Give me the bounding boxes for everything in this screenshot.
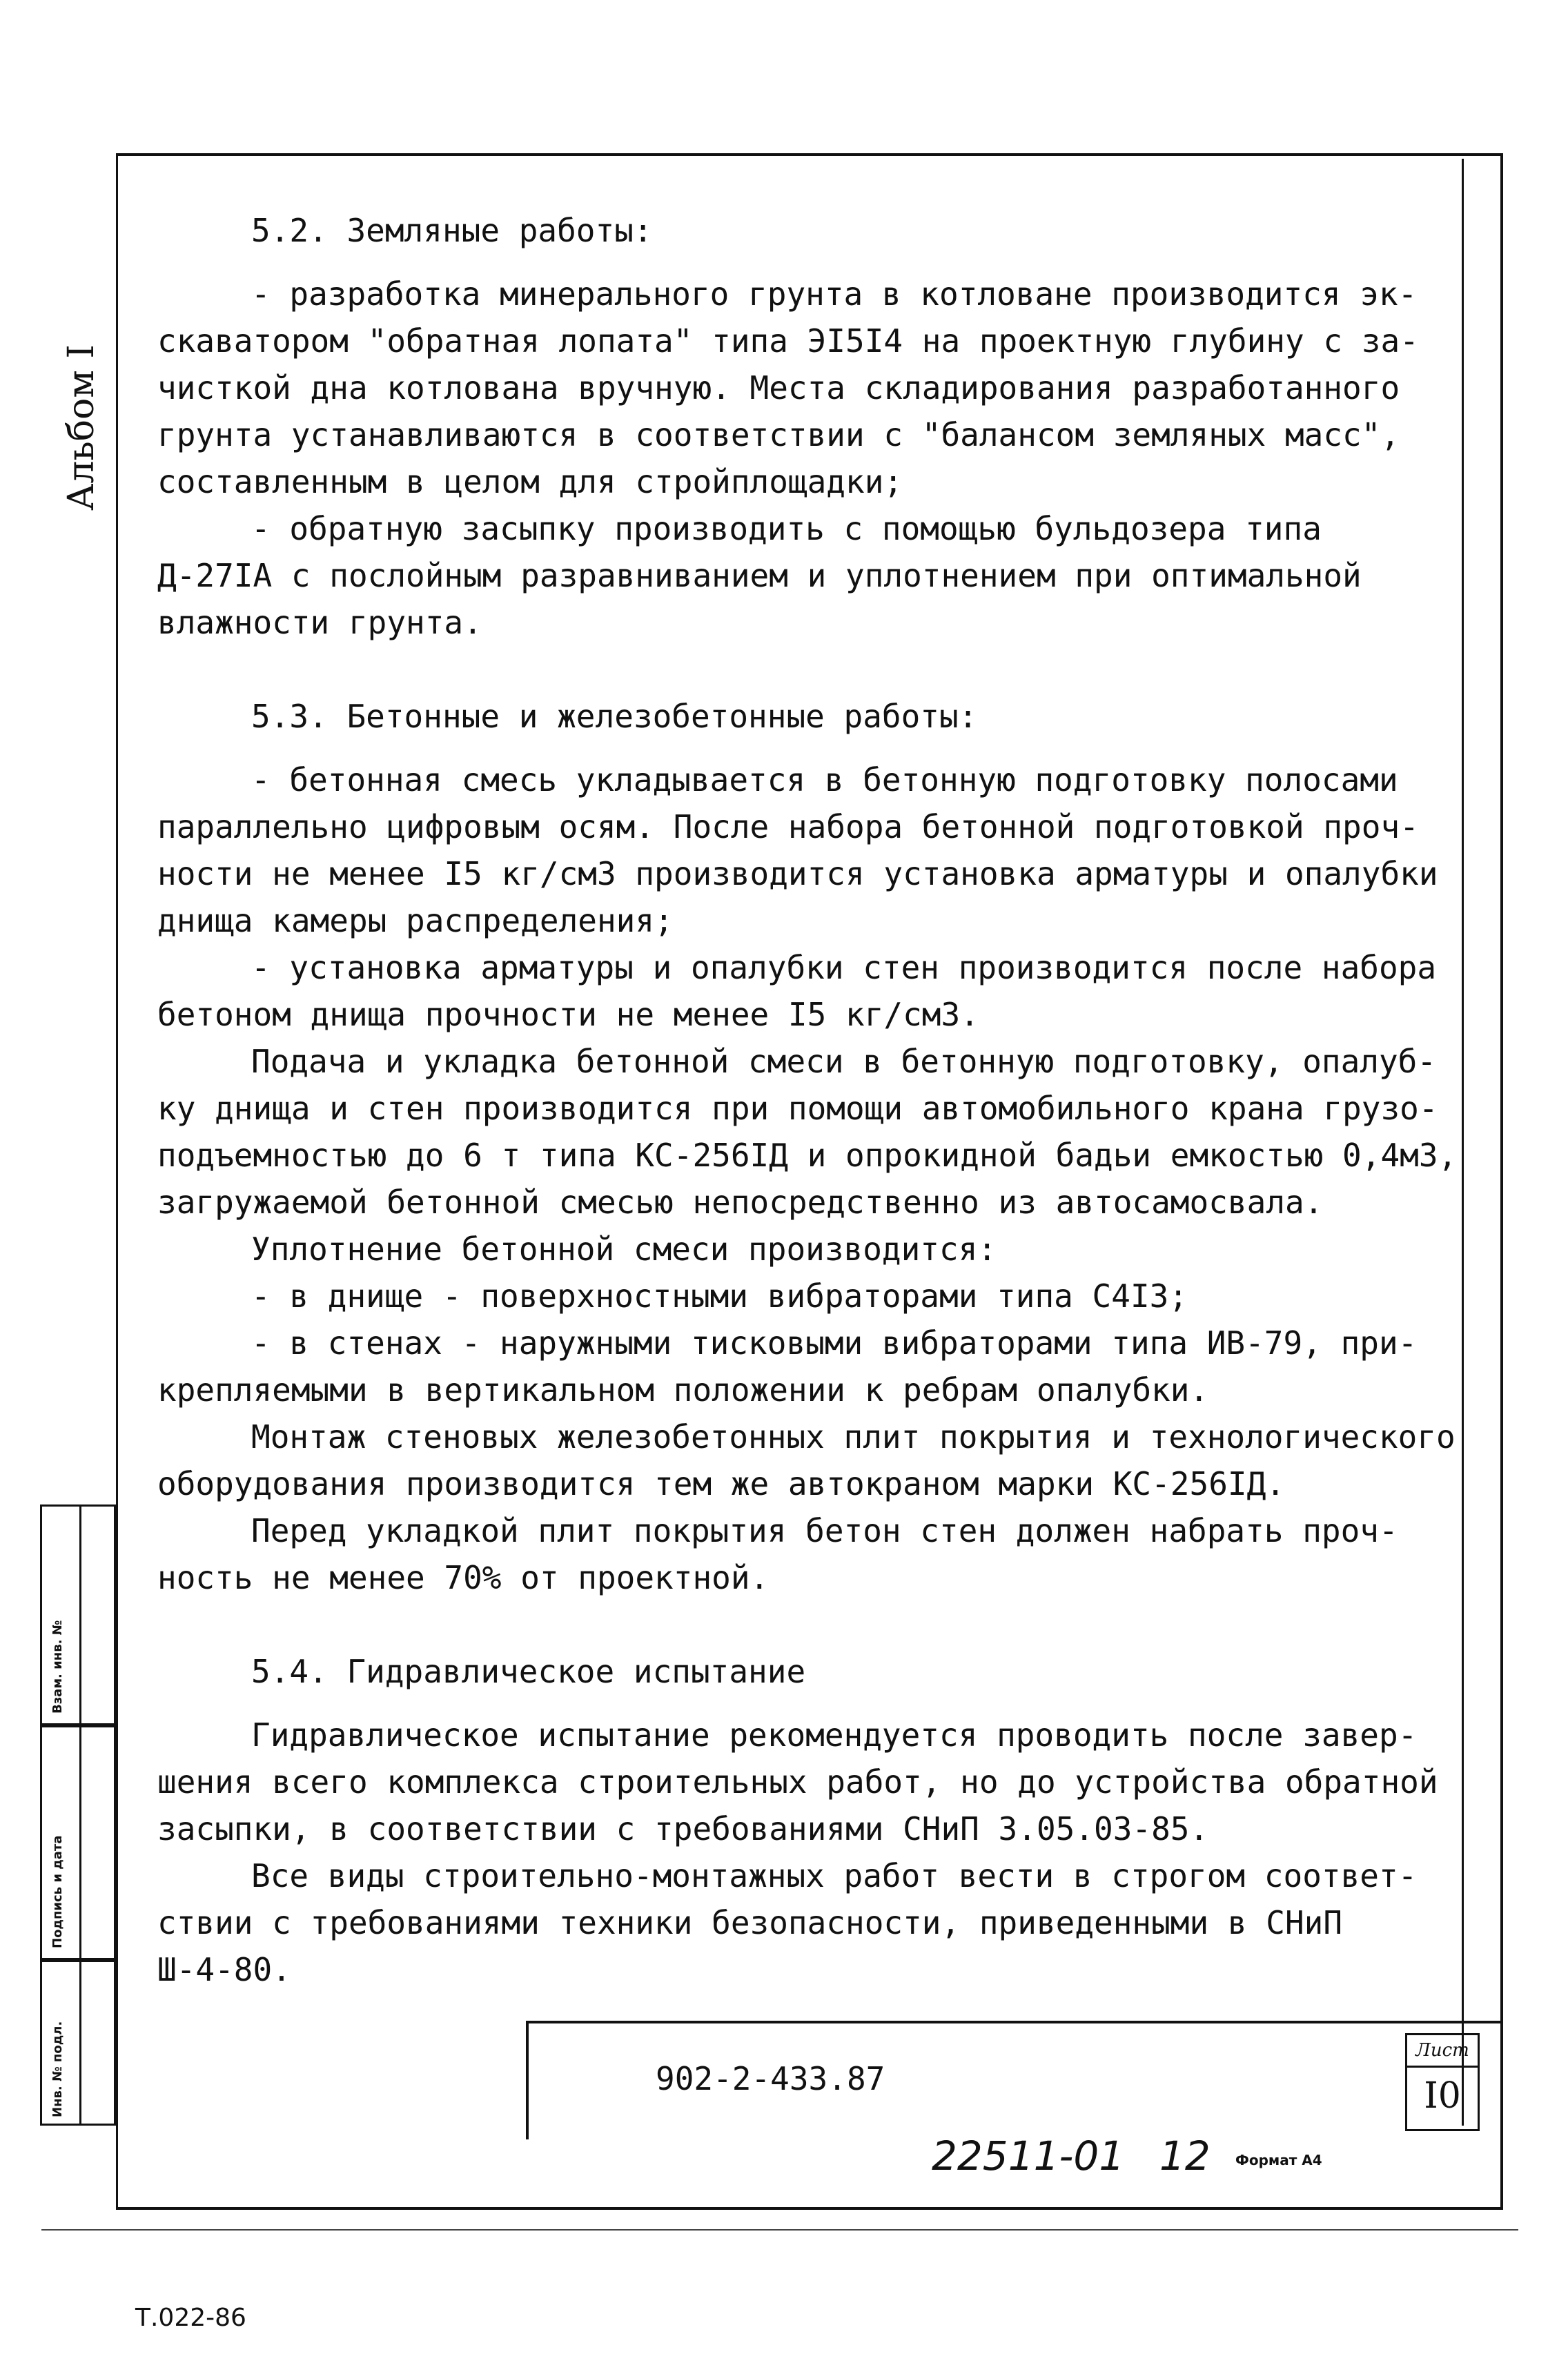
text-line: грунта устанавливаются в соответствии с "балансом земляных масс", (157, 416, 1400, 453)
archive-code: 22511-01 (932, 2133, 1125, 2179)
text-line: чисткой дна котлована вручную. Места складирования разработанного (157, 369, 1400, 406)
text-line: ности не менее I5 кг/см3 производится установка арматуры и опалубки (157, 855, 1438, 892)
text-line: днища камеры распределения; (157, 902, 674, 939)
section-gap (157, 1601, 1455, 1648)
section-heading: 5.4. Гидравлическое испытание (251, 1653, 806, 1690)
bottom-rule (41, 2229, 1518, 2231)
section-heading: 5.3. Бетонные и железобетонные работы: (251, 698, 978, 735)
text-line: ку днища и стен производится при помощи автомобильного крана грузо- (157, 1090, 1438, 1127)
document-code: 902-2-433.87 (656, 2060, 885, 2097)
text-line: Гидравлическое испытание рекомендуется проводить после завер- (251, 1716, 1418, 1754)
side-stamp (40, 1504, 116, 2126)
heading-gap (157, 740, 1455, 756)
text-line: - установка арматуры и опалубки стен производится после набора (251, 949, 1437, 986)
text-line: засыпки, в соответствии с требованиями СНиП 3.05.03-85. (157, 1810, 1209, 1847)
text-line: загружаемой бетонной смесью непосредственно из автосамосвала. (157, 1184, 1324, 1221)
text-line: крепляемыми в вертикальном положении к ребрам опалубки. (157, 1371, 1209, 1409)
stamp-cell-replacement (40, 1504, 116, 1725)
album-label: Альбом I (61, 344, 102, 511)
text-line: бетоном днища прочности не менее I5 кг/см3. (157, 996, 979, 1033)
text-line: - в стенах - наружными тисковыми вибраторами типа ИВ-79, при- (251, 1324, 1418, 1362)
stamp-label-replacement: Взам. инв. № (50, 1620, 65, 1714)
text-line: ность не менее 70% от проектной. (157, 1559, 770, 1596)
text-line: - бетонная смесь укладывается в бетонную подготовку полосами (251, 761, 1398, 798)
text-line: ствии с требованиями техники безопасности, приведенными в СНиП (157, 1904, 1343, 1941)
archive-sheet-number: 12 (1159, 2133, 1211, 2179)
text-line: Ш-4-80. (157, 1951, 291, 1988)
document-body (157, 207, 1458, 1993)
text-line: влажности грунта. (157, 604, 482, 641)
text-line: Монтаж стеновых железобетонных плит покрытия и технологического (251, 1418, 1456, 1455)
stamp-label-inventory: Инв. № подл. (50, 2021, 65, 2117)
text-line: Все виды строительно-монтажных работ вести в строгом соответ- (251, 1857, 1418, 1894)
section-heading: 5.2. Земляные работы: (251, 212, 653, 249)
stamp-label-signature: Подпись и дата (50, 1835, 65, 1948)
stamp-divider (79, 1727, 81, 1958)
page-frame-right-line (1462, 159, 1464, 2126)
text-line: оборудования производится тем же автокраном марки КС-256IД. (157, 1465, 1285, 1502)
sheet-box (1405, 2033, 1480, 2131)
stamp-cell-inventory (40, 1960, 116, 2126)
text-line: Подача и укладка бетонной смеси в бетонную подготовку, опалуб- (251, 1043, 1437, 1080)
text-line: скаватором "обратная лопата" типа ЭI5I4 на проектную глубину с за- (157, 322, 1419, 360)
stamp-divider (79, 1962, 81, 2124)
text-line: Перед укладкой плит покрытия бетон стен должен набрать проч- (251, 1512, 1398, 1549)
text-line: Д-27IA с послойным разравниванием и уплотнением при оптимальной (157, 557, 1362, 594)
stamp-cell-signature (40, 1725, 116, 1960)
text-line: - обратную засыпку производить с помощью бульдозера типа (251, 510, 1322, 547)
text-line: подъемностью до 6 т типа КС-256IД и опрокидной бадьи емкостью 0,4м3, (157, 1137, 1458, 1174)
sheet-number: I0 (1424, 2075, 1461, 2117)
section-gap (157, 646, 1455, 693)
text-line: Уплотнение бетонной смеси производится: (251, 1231, 997, 1268)
heading-gap (157, 254, 1455, 271)
text-line: составленным в целом для стройплощадки; (157, 463, 903, 500)
sheet-label: Лист (1407, 2035, 1478, 2068)
heading-gap (157, 1695, 1455, 1712)
format-label: Формат А4 (1235, 2152, 1322, 2168)
text-line: - разработка минерального грунта в котловане производится эк- (251, 275, 1418, 313)
text-line: - в днище - поверхностными вибраторами типа С4I3; (251, 1277, 1188, 1315)
text-line: шения всего комплекса строительных работ, но до устройства обратной (157, 1763, 1438, 1801)
form-code: Т.022-86 (135, 2304, 246, 2332)
text-line: параллельно цифровым осям. После набора бетонной подготовкой проч- (157, 808, 1419, 845)
stamp-divider (79, 1507, 81, 1723)
